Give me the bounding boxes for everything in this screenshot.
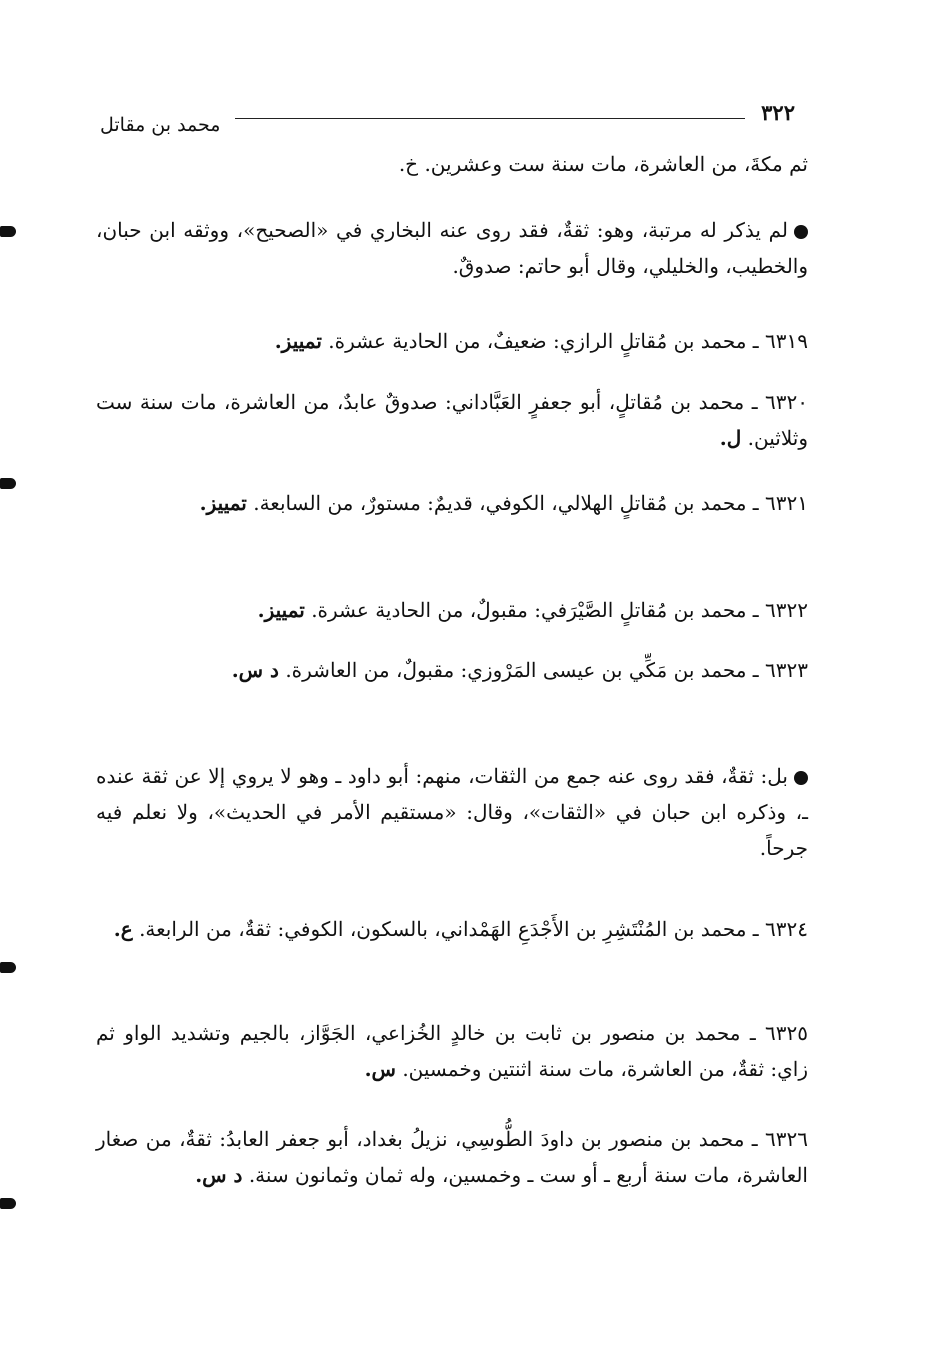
entry-code: س. [364,1057,396,1081]
entry-number: ٦٣٢٢ [765,598,808,622]
scan-margin-mark [0,226,16,237]
entry-text: محمد بن مُقاتلٍ الهلالي، الكوفي، قديمٌ: مستورٌ، من السابعة. [253,491,747,515]
entry-number: ٦٣٢٦ [765,1127,809,1151]
entry-code: تمييز. [274,329,322,353]
entry-code: تمييز. [257,598,305,622]
scan-margin-mark [0,962,16,973]
entry-continuation [96,146,808,182]
entry-6319: ٦٣١٩ ـ محمد بن مُقاتلٍ الرازي: ضعيفٌ، من الحادية عشرة. تمييز. [274,329,808,353]
bullet-icon [794,771,808,785]
editor-note [96,212,808,284]
entry-text: ثم مكةَ، من العاشرة، مات سنة ست وعشرين. خ. [398,152,808,176]
scan-margin-mark [0,478,16,489]
entry-number: ٦٣١٩ [765,329,808,353]
entry-number: ٦٣٢١ [765,491,808,515]
entry-text: محمد بن المُنْتَشِرِ بن الأَجْدَعِ الهَمْداني، بالسكون، الكوفي: ثقةٌ، من الرابعة. [139,917,747,941]
entry-number: ٦٣٢٥ [765,1021,809,1045]
entry-6322: ٦٣٢٢ ـ محمد بن مُقاتلٍ الصَّيْرَفي: مقبولٌ، من الحادية عشرة. تمييز. [257,598,808,622]
page-header [100,96,795,136]
entry-text: محمد بن منصور بن داودَ الطُّوسِي، نزيلُ بغداد، أبو جعفر العابدُ: ثقةٌ، من صغار العاشرة، مات سنة أربع ـ أو ست ـ وخمسين، وله ثمان وثمانون سنة. [96,1127,808,1187]
scan-margin-mark [0,1198,16,1209]
entry-number: ٦٣٢٣ [765,658,808,682]
entry-text: محمد بن منصور بن ثابت بن خالدٍ الخُزاعي، الجَوَّاز، بالجيم وتشديد الواو ثم زاي: ثقةٌ، من العاشرة، مات سنة اثنتين وخمسين. [96,1021,808,1081]
entry-text: محمد بن مُقاتلٍ الرازي: ضعيفٌ، من الحادية عشرة. [328,329,747,353]
entry-text: محمد بن مُقاتلٍ الصَّيْرَفي: مقبولٌ، من الحادية عشرة. [311,598,747,622]
entry-code: ل. [719,426,742,450]
entry-6324: ٦٣٢٤ ـ محمد بن المُنْتَشِرِ بن الأَجْدَعِ الهَمْداني، بالسكون، الكوفي: ثقةٌ، من الرابعة. ع. [113,917,808,941]
note-text: لم يذكر له مرتبة، وهو: ثقةٌ، فقد روى عنه البخاري في «الصحيح»، ووثقه ابن حبان، والخطيب، والخليلي، وقال أبو حاتم: صدوقٌ. [96,218,808,278]
entry-text: محمد بن مَكِّي بن عيسى المَرْوزي: مقبولٌ، من العاشرة. [285,658,747,682]
page-number: ٣٢٢ [761,100,795,125]
entry-6321: ٦٣٢١ ـ محمد بن مُقاتلٍ الهلالي، الكوفي، قديمٌ: مستورٌ، من السابعة. تمييز. [199,491,808,515]
entry-6325: ٦٣٢٥ ـ محمد بن منصور بن ثابت بن خالدٍ الخُزاعي، الجَوَّاز، بالجيم وتشديد الواو ثم زاي: ثقةٌ، من العاشرة، مات سنة اثنتين وخمسين. س. [96,1021,809,1081]
entry-code: تمييز. [199,491,247,515]
header-rule [235,118,745,119]
entry-code: د س. [195,1163,243,1187]
entry-code: د س. [231,658,279,682]
entry-text: محمد بن مُقاتلٍ، أبو جعفرٍ العَبَّاداني: صدوقٌ عابدٌ، من العاشرة، مات سنة ست وثلاثين. [96,390,808,450]
running-title: محمد بن مقاتل [100,114,221,136]
entry-code: ع. [113,917,133,941]
editor-note [96,758,808,866]
note-text: بل: ثقةٌ، فقد روى عنه جمع من الثقات، منهم: أبو داود ـ وهو لا يروي إلا عن ثقة عنده ـ، وذكره ابن حبان في «الثقات»، وقال: «مستقيم الأمر في الحديث»، ولا نعلم فيه جرحاً. [96,764,808,860]
entry-6323: ٦٣٢٣ ـ محمد بن مَكِّي بن عيسى المَرْوزي: مقبولٌ، من العاشرة. د س. [231,658,808,682]
entry-6326: ٦٣٢٦ ـ محمد بن منصور بن داودَ الطُّوسِي، نزيلُ بغداد، أبو جعفر العابدُ: ثقةٌ، من صغار العاشرة، مات سنة أربع ـ أو ست ـ وخمسين، وله ثمان وثمانون سنة. د س. [96,1127,809,1187]
entry-6320: ٦٣٢٠ ـ محمد بن مُقاتلٍ، أبو جعفرٍ العَبَّاداني: صدوقٌ عابدٌ، من العاشرة، مات سنة ست وثلاثين. ل. [96,390,808,450]
bullet-icon [794,225,808,239]
entry-number: ٦٣٢٠ [765,390,808,414]
entry-number: ٦٣٢٤ [765,917,808,941]
